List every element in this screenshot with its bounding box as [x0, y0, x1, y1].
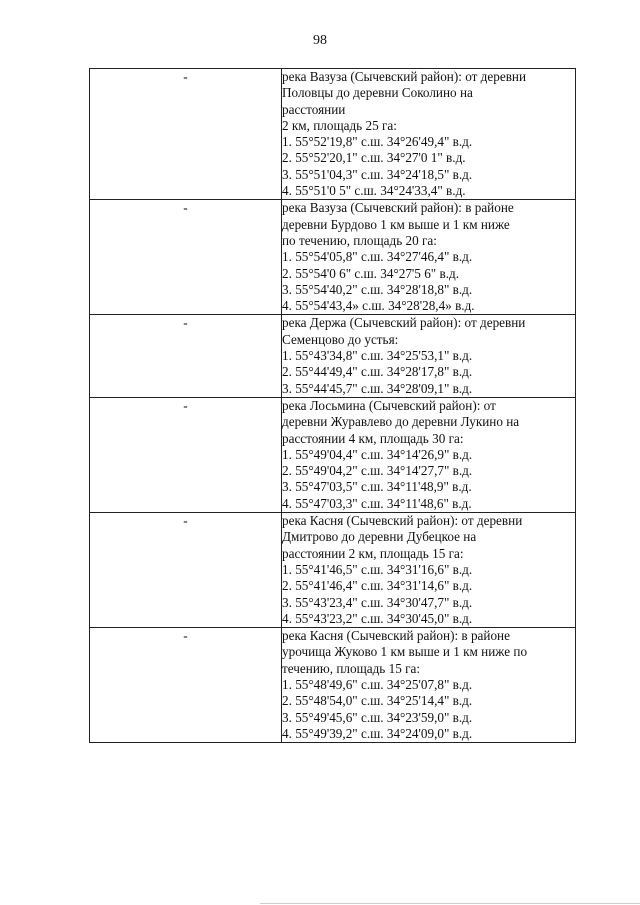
coordinate-line: 1. 55°49'04,4" с.ш. 34°14'26,9" в.д.: [282, 446, 473, 462]
row-dash: -: [183, 513, 188, 529]
coordinate-line: 4. 55°51'0 5" с.ш. 34°24'33,4" в.д.: [282, 183, 466, 199]
description-line: река Вазуза (Сычевский район): от деревни: [282, 69, 527, 84]
coordinate-line: 2. 55°52'20,1" с.ш. 34°27'0 1" в.д.: [282, 150, 466, 166]
coordinate-line: 1. 55°52'19,8" с.ш. 34°26'49,4" в.д.: [282, 134, 473, 150]
description-line: расстоянии 4 км, площадь 30 га:: [282, 430, 464, 446]
description-line: река Вазуза (Сычевский район): в районе: [282, 200, 514, 216]
table-row: [90, 513, 576, 628]
river-description-cell: [282, 200, 576, 315]
description-line: Половцы до деревни Соколино на: [282, 85, 473, 101]
coordinate-line: 2. 55°44'49,4" с.ш. 34°28'17,8" в.д.: [282, 364, 473, 380]
scan-edge-line: [260, 903, 640, 904]
coordinate-line: 3. 55°51'04,3" с.ш. 34°24'18,5" в.д.: [282, 166, 473, 182]
description-line: деревни Журавлево до деревни Лукино на: [282, 414, 520, 430]
coordinate-line: 2. 55°41'46,4" с.ш. 34°31'14,6" в.д.: [282, 578, 473, 594]
row-dash: -: [183, 628, 188, 644]
description-line: деревни Бурдово 1 км выше и 1 км ниже: [282, 216, 510, 232]
river-description-cell: [282, 397, 576, 512]
row-marker-cell: [90, 315, 282, 397]
description-line: Дмитрово до деревни Дубецкое на: [282, 529, 477, 545]
description-line: урочища Жуково 1 км выше и 1 км ниже по: [282, 644, 528, 660]
row-dash: -: [183, 69, 188, 84]
page-number: 98: [313, 33, 327, 48]
coordinate-line: 3. 55°49'45,6" с.ш. 34°23'59,0" в.д.: [282, 709, 473, 725]
coordinate-line: 3. 55°43'23,4" с.ш. 34°30'47,7" в.д.: [282, 594, 473, 610]
row-dash: -: [183, 397, 188, 413]
river-description-cell: [282, 315, 576, 397]
row-marker-cell: [90, 397, 282, 512]
table-row: [90, 69, 576, 200]
table-row: [90, 397, 576, 512]
coordinate-line: 1. 55°54'05,8" с.ш. 34°27'46,4" в.д.: [282, 249, 473, 265]
row-marker-cell: [90, 200, 282, 315]
row-marker-cell: [90, 513, 282, 628]
coordinate-line: 1. 55°48'49,6" с.ш. 34°25'07,8" в.д.: [282, 676, 473, 692]
table-row: [90, 628, 576, 743]
river-description-cell: [282, 513, 576, 628]
description-line: Семенцово до устья:: [282, 331, 399, 347]
row-marker-cell: [90, 69, 282, 200]
coordinate-line: 4. 55°43'23,2" с.ш. 34°30'45,0" в.д.: [282, 610, 473, 626]
description-line: расстоянии: [282, 101, 346, 117]
coordinate-line: 3. 55°54'40,2" с.ш. 34°28'18,8" в.д.: [282, 281, 473, 297]
table-row: [90, 200, 576, 315]
fishing-areas-table: [89, 68, 576, 743]
row-dash: -: [183, 200, 188, 216]
coordinate-line: 4. 55°54'43,4» с.ш. 34°28'28,4» в.д.: [282, 298, 475, 314]
description-line: река Держа (Сычевский район): от деревни: [282, 315, 526, 331]
coordinate-line: 2. 55°54'0 6" с.ш. 34°27'5 6" в.д.: [282, 265, 459, 281]
table-body: [90, 69, 576, 743]
table-row: [90, 315, 576, 397]
row-marker-cell: [90, 628, 282, 743]
description-line: река Касня (Сычевский район): от деревни: [282, 513, 523, 529]
description-line: по течению, площадь 20 га:: [282, 232, 437, 248]
coordinate-line: 2. 55°48'54,0" с.ш. 34°25'14,4" в.д.: [282, 693, 473, 709]
coordinate-line: 1. 55°41'46,5" с.ш. 34°31'16,6" в.д.: [282, 561, 473, 577]
coordinate-line: 2. 55°49'04,2" с.ш. 34°14'27,7" в.д.: [282, 463, 473, 479]
description-line: течению, площадь 15 га:: [282, 660, 421, 676]
coordinate-line: 4. 55°49'39,2" с.ш. 34°24'09,0" в.д.: [282, 725, 473, 741]
description-line: река Лосьмина (Сычевский район): от: [282, 397, 496, 413]
coordinate-line: 3. 55°47'03,5" с.ш. 34°11'48,9" в.д.: [282, 479, 472, 495]
river-description-cell: [282, 628, 576, 743]
description-line: расстоянии 2 км, площадь 15 га:: [282, 545, 464, 561]
row-dash: -: [183, 315, 188, 331]
coordinate-line: 1. 55°43'34,8" с.ш. 34°25'53,1" в.д.: [282, 348, 473, 364]
coordinate-line: 2 км, площадь 25 га:: [282, 117, 397, 133]
coordinate-line: 3. 55°44'45,7" с.ш. 34°28'09,1" в.д.: [282, 380, 473, 396]
coordinate-line: 4. 55°47'03,3" с.ш. 34°11'48,6" в.д.: [282, 495, 472, 511]
description-line: река Касня (Сычевский район): в районе: [282, 628, 510, 644]
river-description-cell: [282, 69, 576, 200]
